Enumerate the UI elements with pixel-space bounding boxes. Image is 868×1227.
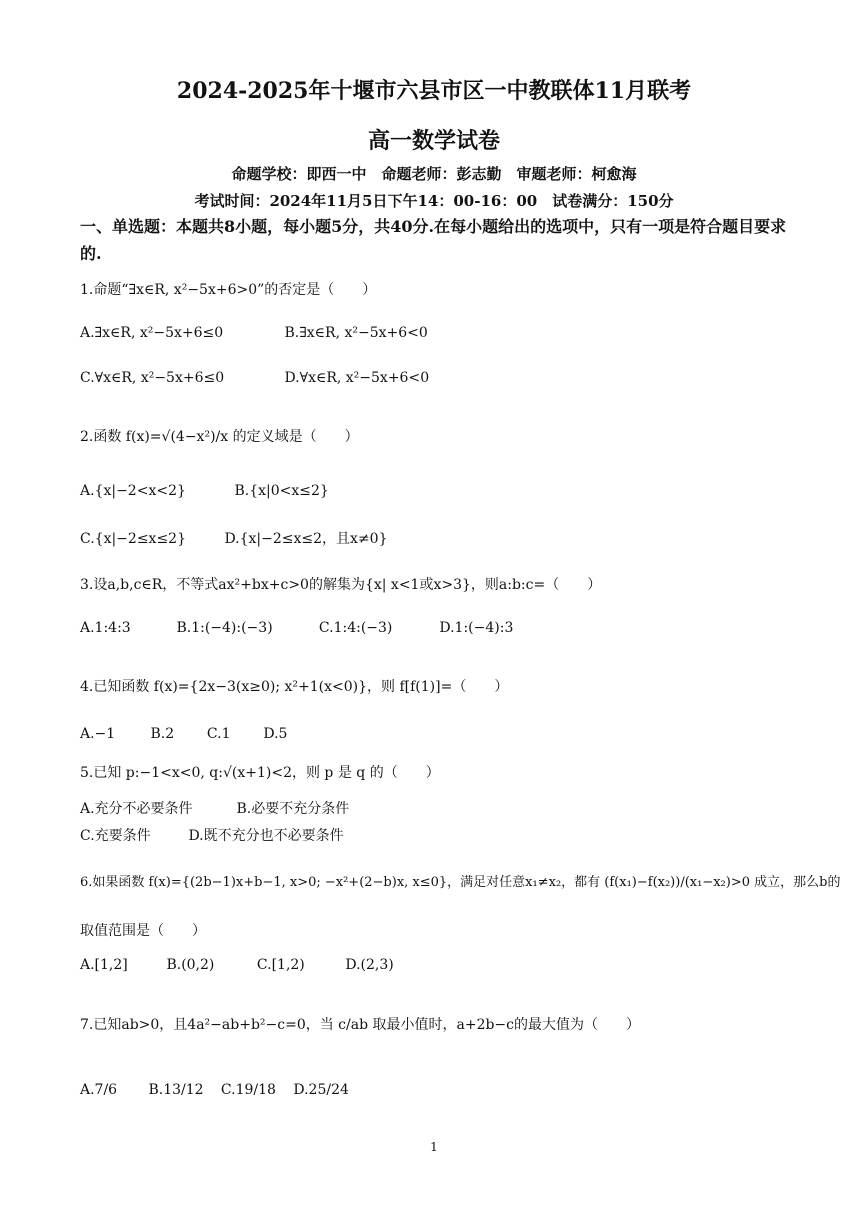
option-c: C.19/18 — [220, 1082, 276, 1098]
option-d: D.{x|−2≤x≤2，且x≠0} — [224, 531, 388, 547]
option-d: D.25/24 — [293, 1082, 349, 1098]
question-3-stem: 3.设a,b,c∈R，不等式ax²+bx+c>0的解集为{x| x<1或x>3}，则a:b:c=（ ） — [80, 577, 602, 593]
option-c: C.[1,2) — [256, 957, 305, 973]
page-number: 1 — [430, 1140, 438, 1154]
option-a: A.1:4:3 — [80, 620, 131, 636]
question-2-options-row2 — [80, 528, 388, 548]
option-d: D.(2,3) — [345, 957, 394, 973]
option-b: B.必要不充分条件 — [236, 801, 350, 817]
question-1-stem: 1.命题“∃x∈R, x²−5x+6>0”的否定是（ ） — [80, 282, 377, 298]
section-heading: 一、单选题：本题共8小题，每小题5分，共40分.在每小题给出的选项中，只有一项是符合题目要求的. — [80, 217, 787, 263]
exam-title: 2024-2025年十堰市六县市区一中教联体11月联考 — [176, 78, 692, 104]
question-3-options — [80, 620, 513, 636]
question-5-stem: 5.已知 p:−1<x<0, q:√(x+1)<2，则 p 是 q 的（ ） — [80, 765, 440, 781]
question-2-stem: 2.函数 f(x)=√(4−x²)/x 的定义域是（ ） — [80, 429, 359, 445]
question-7-options — [80, 1082, 349, 1098]
option-b: B.13/12 — [148, 1082, 204, 1098]
option-c: C.1 — [206, 726, 231, 742]
question-7-stem: 7.已知ab>0，且4a²−ab+b²−c=0，当 c/ab 取最小值时，a+2b−c的最大值为（ ） — [80, 1017, 641, 1033]
option-c: C.{x|−2≤x≤2} — [80, 531, 186, 547]
exam-time-info: 考试时间：2024年11月5日下午14：00-16：00 试卷满分：150分 — [194, 192, 674, 210]
question-4-options — [80, 726, 287, 742]
option-a: A.−1 — [80, 726, 116, 742]
option-c: C.∀x∈R, x²−5x+6≤0 — [80, 370, 225, 386]
option-d: D.∀x∈R, x²−5x+6<0 — [284, 370, 430, 386]
option-c: C.充要条件 — [80, 828, 151, 844]
option-a: A.充分不必要条件 — [80, 801, 193, 817]
option-b: B.{x|0<x≤2} — [234, 483, 329, 499]
question-6-stem: 6.如果函数 f(x)={(2b−1)x+b−1, x>0; −x²+(2−b)x, x≤0}，满足对任意x₁≠x₂，都有 (f(x₁)−f(x₂))/(x₁−x₂)>0 成立，那么b的 — [80, 875, 841, 890]
option-a: A.[1,2] — [80, 957, 128, 973]
option-a: A.∃x∈R, x²−5x+6≤0 — [80, 325, 224, 341]
exam-subtitle: 高一数学试卷 — [367, 128, 500, 154]
option-d: D.既不充分也不必要条件 — [188, 828, 344, 844]
question-4-stem: 4.已知函数 f(x)={2x−3(x≥0); x²+1(x<0)}，则 f[f(1)]=（ ） — [80, 679, 509, 695]
option-d: D.5 — [263, 726, 288, 742]
option-b: B.1:(−4):(−3) — [176, 620, 273, 636]
option-a: A.7/6 — [80, 1082, 118, 1098]
option-c: C.1:4:(−3) — [318, 620, 393, 636]
option-b: B.∃x∈R, x²−5x+6<0 — [284, 325, 428, 341]
author-info: 命题学校：即西一中 命题老师：彭志勤 审题老师：柯愈海 — [231, 165, 637, 183]
option-d: D.1:(−4):3 — [439, 620, 514, 636]
question-5-options-row2 — [80, 825, 344, 845]
question-6-stem-continued: 取值范围是（ ） — [80, 923, 206, 939]
question-1-options — [80, 325, 428, 341]
option-b: B.(0,2) — [166, 957, 215, 973]
question-6-options — [80, 957, 394, 973]
question-5-options — [80, 798, 349, 818]
question-1-options-row2 — [80, 370, 429, 386]
question-2-options — [80, 483, 329, 499]
option-a: A.{x|−2<x<2} — [80, 483, 186, 499]
option-b: B.2 — [150, 726, 175, 742]
